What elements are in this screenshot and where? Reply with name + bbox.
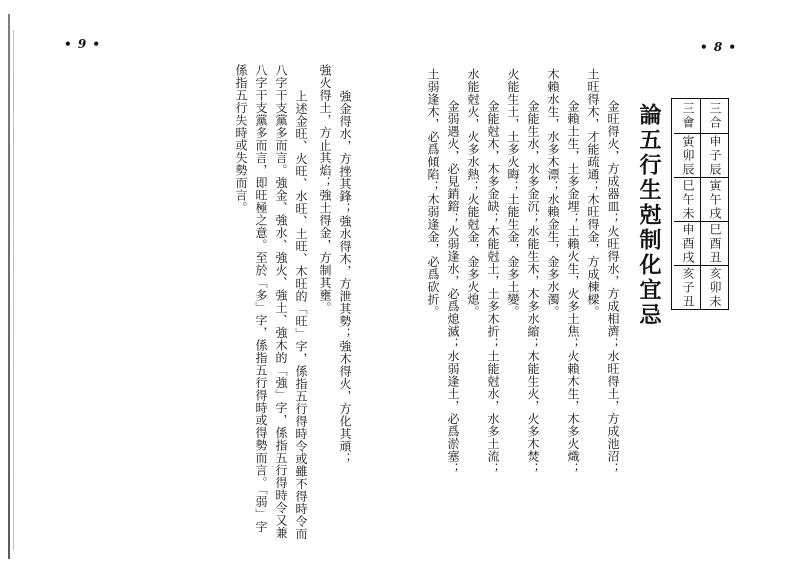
- text-column: 強金得水，方挫其鋒；強水得木，方泄其勢；強木得火，方化其頑；: [338, 90, 352, 465]
- text-column: 強火得土，方止其焰；強土得金，方制其壅。: [318, 64, 332, 314]
- san-hui-column: [674, 99, 701, 309]
- text-column: 上述金旺、火旺、水旺、土旺、木旺的「旺」字，係指五行得時令或雖不得時令而: [294, 90, 308, 540]
- text-column: 金能尅木，木多金缺；木能尅土，土多木折；土能尅水，水多土流；: [486, 100, 500, 475]
- text-column: 金弱遇火，必見銷鎔；火弱逢水，必爲熄滅；水弱逢土，必爲淤塞；: [446, 100, 460, 475]
- combination-table: [671, 98, 729, 310]
- combo-cell: 申酉戌: [674, 221, 701, 266]
- combo-cell: 巳午未: [674, 177, 701, 222]
- section-title: 論五行生尅制化宜忌: [636, 103, 661, 328]
- header-san-hui: 三會: [681, 102, 695, 130]
- combo-cell: 亥子丑: [674, 265, 701, 310]
- combo-cell: 巳酉丑: [701, 221, 728, 266]
- text-column: 金能生水，水多金沉；水能生木，木多水縮；木能生火，火多木焚；: [526, 100, 540, 475]
- combo-cell: 寅午戌: [701, 177, 728, 222]
- text-column: 金旺得火，方成器皿；火旺得水，方成相濟；水旺得土，方成池沼；: [606, 100, 620, 475]
- combo-cell: 申子辰: [701, 133, 728, 178]
- text-column: 土弱逢木，必爲傾陷；木弱逢金，必爲砍折。: [426, 68, 440, 318]
- text-column: 木賴水生，水多木漂；水賴金生，金多水濁。: [546, 68, 560, 318]
- text-column: 土旺得木，才能疏通；木旺得金，方成棟樑。: [586, 68, 600, 318]
- combo-cell: 亥卯未: [701, 265, 728, 310]
- text-column: 八字干支黨多而言，即旺極之意。至於「多」字，係指五行得時或得勢而言。「弱」字: [254, 64, 268, 533]
- binding-shadow: [13, 30, 14, 550]
- san-he-column: [700, 99, 728, 309]
- binding-edge: [8, 14, 10, 559]
- text-column: 金賴土生，土多金埋；土賴火生，火多土焦；火賴木生，木多火熾；: [566, 100, 580, 475]
- page-number-right: • 8 •: [700, 40, 738, 54]
- page-number-left: • 9 •: [64, 37, 102, 51]
- text-column: 八字干支黨多而言。強金、強水、強火、強土、強木的「強」字，係指五行得時令又兼: [274, 64, 288, 539]
- text-column: 水能尅火，火多水熱；火能尅金，金多火熄。: [466, 68, 480, 318]
- text-column: 係指五行失時或失勢而言。: [234, 64, 248, 214]
- text-column: 火能生土，土多火晦；土能生金，金多土變。: [506, 68, 520, 318]
- combo-cell: 寅卯辰: [674, 133, 701, 178]
- header-san-he: 三合: [708, 102, 722, 130]
